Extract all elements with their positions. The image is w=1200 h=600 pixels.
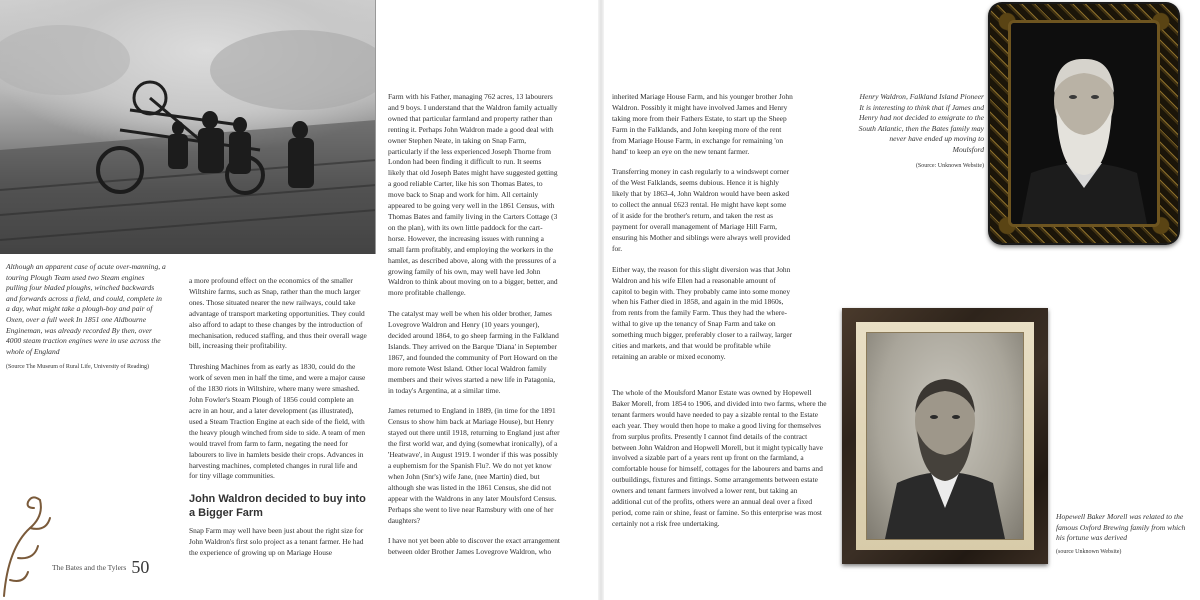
portrait-bottom-caption: [1056, 512, 1194, 556]
paragraph: The catalyst may well be when his older brother, James Lovegrove Waldron and Henry (10 years younger), decided around 1864, to go sheep farming in the Falkland Islands. They arrived on the Barque 'Diana' in September 1867, and founded the community of Port Howard on the more remote West Island. Other local Waldron family members and their wives started a new life in Patagonia, in today's Argentina, at a similar time.: [388, 309, 559, 395]
portrait-bottom-caption-text: Hopewell Baker Morell was related to the famous Oxford Brewing family from which his fortune was derived: [1056, 512, 1186, 543]
paragraph: Snap Farm may well have been just about the right size for John Waldron's first solo project as a tenant farmer. He had the experience of growing up on Mariage House: [189, 526, 364, 558]
text-column-4: [612, 388, 827, 540]
section-heading: John Waldron decided to buy into a Bigger Farm: [189, 493, 366, 520]
text-column-3: [612, 92, 794, 373]
ornate-portrait-frame: [988, 2, 1180, 245]
paragraph: I have not yet been able to discover the exact arrangement between older Brother James Lovegrove Waldron, who: [388, 536, 560, 557]
page-footer: [52, 557, 149, 578]
paragraph: inherited Mariage House Farm, and his younger brother John Waldron. Possibly it might have involved James and Henry taking more from their Fathers Estate, to start up the Sheep Farm in the Falklands, and John keeping more of the rent from Mariage House Farm, in exchange for remaining 'on hand' to keep an eye on the new tenant farmer.: [612, 92, 793, 156]
page-gutter: [598, 0, 604, 600]
paragraph: James returned to England in 1889, (in time for the 1891 Census to show him back at Mariage House), but Henry stayed out there until 1918, returning to England just after the first world war, and dying (somewhat ironically), of a 'Heatwave', in August 1919. I wonder if this was possibly a euphemism for the Spanish Flu?. We do not yet know when John (Snr's) wife Jane, (nee Martin) died, but although she was listed in the 1861 Census, she did not appear with the Waldrons in any later Moulsford Census. Perhaps she went to live near Ramsbury with one of her daughters?: [388, 406, 560, 525]
portrait-bottom-caption-source: (source Unknown Website): [1056, 548, 1122, 555]
page-number: 50: [131, 557, 150, 577]
text-column-1: [189, 276, 367, 569]
frame-mat: [856, 322, 1034, 550]
portrait-top-caption: [858, 92, 984, 170]
portrait-henry-waldron: [1008, 20, 1160, 227]
steam-plough-photo: [0, 0, 376, 254]
wooden-portrait-frame: [842, 308, 1048, 564]
paragraph: Threshing Machines from as early as 1830, could do the work of seven men in half the time, and were a major cause of the 1830 riots in Wiltshire, where many were smashed. John Fowler's Steam Plough of 1856 could complete an acre in an hour, and a later development (as illustrated), used a Steam Traction Engine at each side of the field, with the heavy plough winched from side to side. A team of men would travel from farm to farm, negating the need for labourers to live in hamlets beside their crops. Advances in harvesting machines, completed changes in rural life and for tiny village communities.: [189, 362, 366, 481]
paragraph: Farm with his Father, managing 762 acres, 13 labourers and 9 boys. I understand that the Waldron family actually owned that particular farmland and property rather than renting it. Perhaps John Waldron made a good deal with owner Stephen Neate, in taking on Snap Farm, particularly if the less experienced Joseph Thorne from London had been finding it difficult to run. It seems likely that old Joseph Bates might have suggested getting a good reliable Carter, like his son Thomas Bates, to move back to Snap and work for him. All certainly appeared to be going very well in the 1861 Census, with Thomas Bates and family living in the Carters Cottage (3 on the plan), with its own little paddock for the cart-horse. However, the increasing issues with running a small farm profitably, and employing the workers in the hamlet, as described above, along with the pressures of a growing family of his own, may well have led John Waldron to think about moving on to a bigger, better, and more profitable challenge.: [388, 92, 558, 298]
paragraph: The whole of the Moulsford Manor Estate was owned by Hopewell Baker Morell, from 1854 to 1906, and divided into two farms, where the tenant farmers would have needed to pay a sizable rental to the Estate each year. They would then hope to make a good living for themselves from surplus profits. Presently I cannot find details of the contract between John Waldron and Hopwell Morell, but it might typically have involved a sizable part of a years rent up front on the farmland, a comfortable house for himself, cottages for the labourers and barns and outbuildings, fixtures and fittings. Some arrangements between estate owners and tenant farmers involved a lower rent, but taking an additional cut of the profits, others were an annual deal over a fixed period, come rain or shine, feast or famine. So this enterprise was most certainly not a risk free undertaking.: [612, 388, 827, 528]
portrait-hopewell-morell: [866, 332, 1024, 540]
paragraph: Either way, the reason for this slight diversion was that John Waldron and his wife Ellen had a reasonable amount of capitol to begin with. They probably came into some money when his Father died in 1858, and again in the mid 1860s, from rents from the family Farm. Thus they had the where-withal to give up the tenancy of Snap Farm and take on something much bigger, preferably closer to a railway, larger cities and markets, and that would be profitable while retaining an arable or mixed economy.: [612, 264, 793, 361]
text-column-2: [388, 92, 560, 568]
portrait-top-caption-text: Henry Waldron, Falkland Island Pioneer It is interesting to think that if James and Henry had not decided to emigrate to the South Atlantic, then the Bates family may never have ended up moving to Moulsford: [858, 92, 984, 154]
photo-caption-text: Although an apparent case of acute over-manning, a touring Plough Team used two Steam engines pulling four bladed ploughs, winched backwards and forwards across a field, and could, complete in a day, what might take a plough-boy and pair of Oxen, over a full week In 1851 one Aldbourne Engineman, was already recorded By then, over 4000 steam traction engines were in use across the whole of England: [6, 262, 166, 356]
photo-caption: [6, 262, 166, 371]
flourish-ornament-icon: [0, 488, 64, 600]
portrait-top-caption-source: (Source: Unknown Website): [915, 162, 984, 169]
paragraph: a more profound effect on the economics of the smaller Wiltshire farms, such as Snap, rather than the much larger ones. Those situated nearer the new railways, could take advantage of transport marketing opportunities. They could also afford to adapt to these changes by the introduction of mechanisation, reduced staffing, and thus their overall wage bill, increasing their profitability.: [189, 276, 367, 351]
paragraph: Transferring money in cash regularly to a windswept corner of the West Falklands, seems dubious. Hence it is highly likely that by 1863-4, John Waldron would have been asked to collect the annual £623 rental. He might have kept some of it aside for the brother's return, and taken the rest as payment for overall management of Mariage Hill Farm, ensuring his Mother and siblings were always well provided for.: [612, 167, 791, 253]
photo-caption-source: (Source The Museum of Rural Life, University of Reading): [6, 364, 150, 371]
book-title: The Bates and the Tylers: [52, 563, 127, 572]
